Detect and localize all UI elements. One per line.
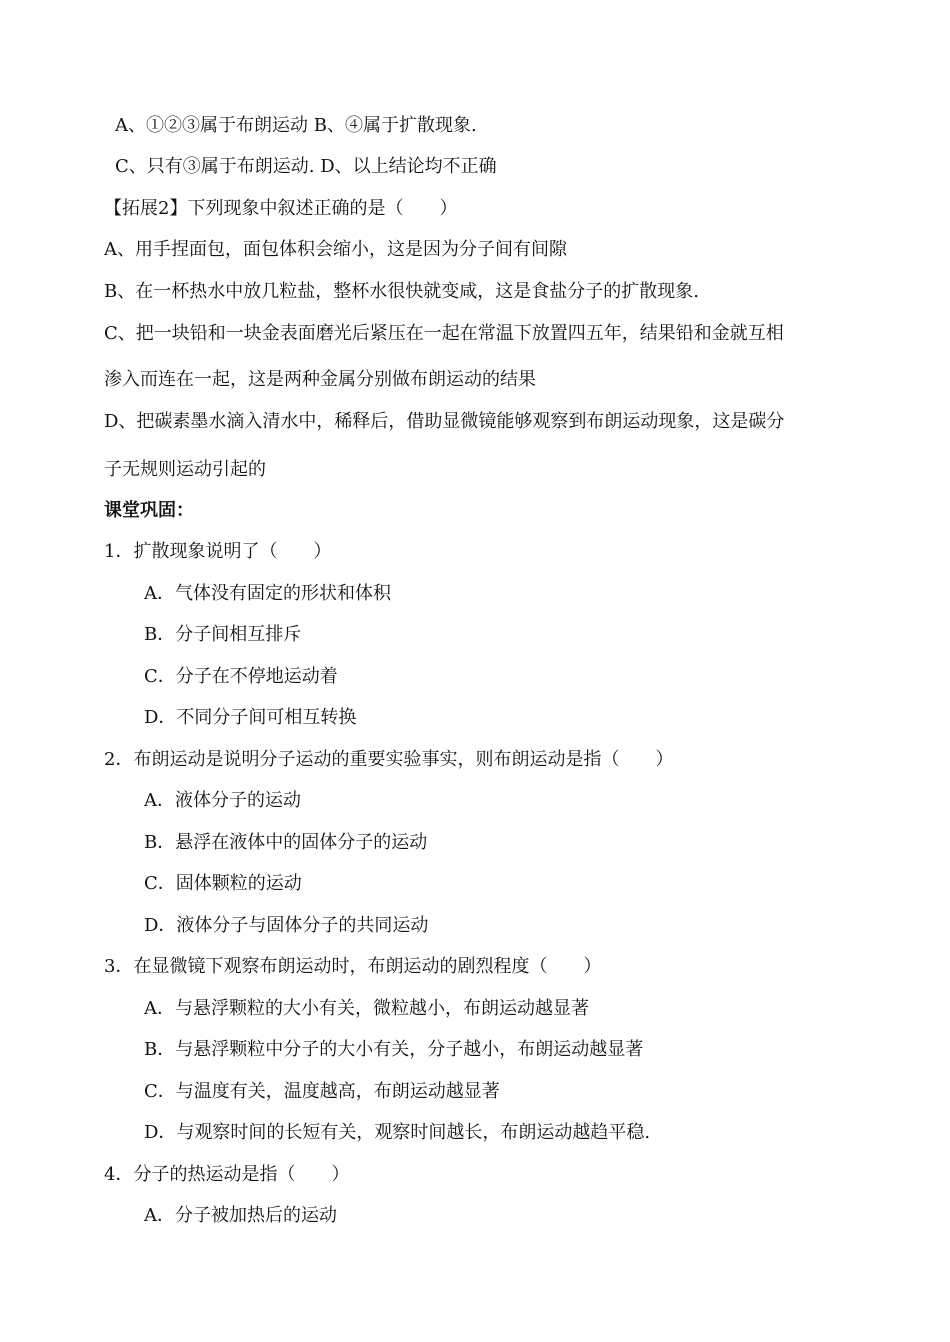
question-1-option-d: D．不同分子间可相互转换 [144,707,357,728]
question-3-option-d: D．与观察时间的长短有关，观察时间越长，布朗运动越趋平稳. [144,1122,651,1143]
extension-2-option-c-line2: 渗入而连在一起，这是两种金属分别做布朗运动的结果 [104,369,536,390]
extension-2-option-c-line1: C、把一块铅和一块金表面磨光后紧压在一起在常温下放置四五年，结果铅和金就互相 [104,323,784,344]
question-1-option-a: A．气体没有固定的形状和体积 [144,583,391,604]
extension-2-title: 【拓展2】下列现象中叙述正确的是（ ） [104,198,458,219]
section-heading: 课堂巩固： [104,500,194,521]
question-1-option-c: C．分子在不停地运动着 [144,666,338,687]
question-4-stem: 4．分子的热运动是指（ ） [104,1164,350,1185]
question-2-stem: 2．布朗运动是说明分子运动的重要实验事实，则布朗运动是指（ ） [104,749,674,770]
question-4-option-a: A．分子被加热后的运动 [144,1205,337,1226]
question-2-option-a: A．液体分子的运动 [144,790,301,811]
question-2-option-b: B．悬浮在液体中的固体分子的运动 [144,832,428,853]
extension-2-option-d-line2: 子无规则运动引起的 [104,459,266,480]
question-3-stem: 3．在显微镜下观察布朗运动时，布朗运动的剧烈程度（ ） [104,956,602,977]
prev-options-cd: C、只有③属于布朗运动. D、以上结论均不正确 [115,156,497,177]
question-3-option-c: C．与温度有关，温度越高，布朗运动越显著 [144,1081,500,1102]
extension-2-option-b: B、在一杯热水中放几粒盐，整杯水很快就变咸，这是食盐分子的扩散现象. [104,281,699,302]
prev-options-ab: A、①②③属于布朗运动 B、④属于扩散现象. [115,115,477,136]
question-1-stem: 1．扩散现象说明了（ ） [104,541,332,562]
question-3-option-b: B．与悬浮颗粒中分子的大小有关，分子越小，布朗运动越显著 [144,1039,644,1060]
question-2-option-c: C．固体颗粒的运动 [144,873,302,894]
extension-2-option-a: A、用手捏面包，面包体积会缩小，这是因为分子间有间隙 [104,239,567,260]
question-1-option-b: B．分子间相互排斥 [144,624,302,645]
extension-2-option-d-line1: D、把碳素墨水滴入清水中，稀释后，借助显微镜能够观察到布朗运动现象，这是碳分 [104,411,785,432]
question-3-option-a: A．与悬浮颗粒的大小有关，微粒越小，布朗运动越显著 [144,998,589,1019]
question-2-option-d: D．液体分子与固体分子的共同运动 [144,915,429,936]
